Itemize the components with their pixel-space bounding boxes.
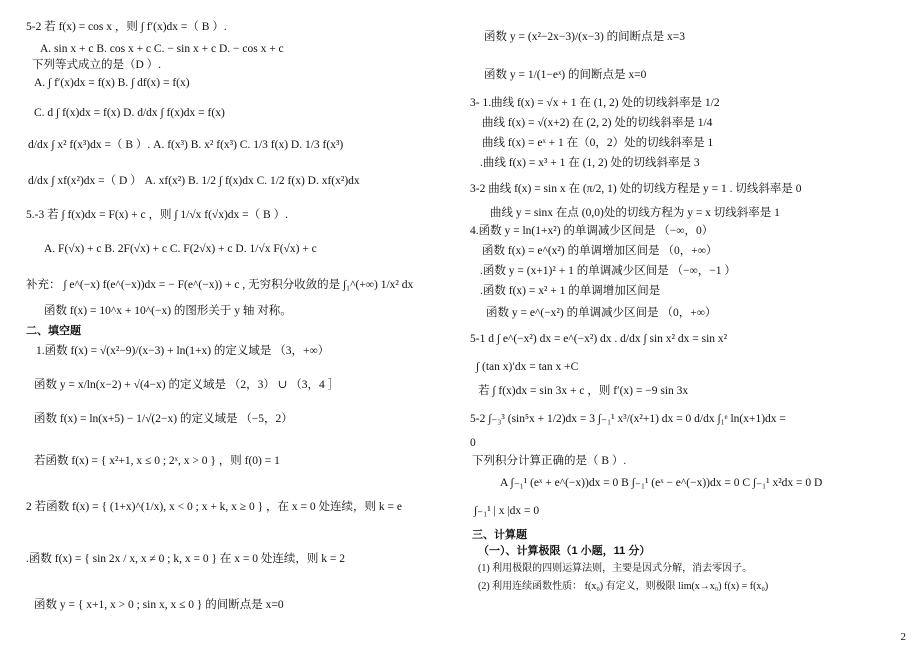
line-r8: 曲线 y = sinx 在点 (0,0)处的切线方程为 y = x 切线斜率是 1 bbox=[490, 207, 780, 219]
line-l5: C. d ∫ f(x)dx = f(x) D. d/dx ∫ f(x)dx = f(x) bbox=[34, 107, 225, 119]
section-calc: 三、计算题 bbox=[472, 529, 527, 541]
section-fill-in: 二、填空题 bbox=[26, 325, 81, 337]
line-l1: 5-2 若 f(x) = cos x ，则 ∫ f′(x)dx =（ B ）. bbox=[26, 21, 227, 33]
note-2: (2) 利用连续函数性质： f(x₀) 有定义，则极限 lim(x→x₀) f(x) = f(x₀) bbox=[478, 581, 769, 592]
line-r11: .函数 y = (x+1)² + 1 的单调减少区间是 （−∞，−1 ） bbox=[480, 265, 736, 277]
line-r10: 函数 f(x) = e^(x²) 的单调增加区间是 （0，+∞） bbox=[482, 245, 718, 257]
line-l4: A. ∫ f′(x)dx = f(x) B. ∫ df(x) = f(x) bbox=[34, 77, 190, 89]
line-r14: 5-1 d ∫ e^(−x²) dx = e^(−x²) dx . d/dx ∫ sin x² dx = sin x² bbox=[470, 333, 728, 345]
line-r16: 若 ∫ f(x)dx = sin 3x + c ，则 f′(x) = −9 sin 3x bbox=[478, 385, 689, 397]
line-r6: .曲线 f(x) = x³ + 1 在 (1, 2) 处的切线斜率是 3 bbox=[480, 157, 700, 169]
line-m2: 函数 y = x/ln(x−2) + √(4−x) 的定义域是 （2，3） ∪ （3，4 ］ bbox=[34, 379, 340, 391]
line-r3: 3- 1.曲线 f(x) = √x + 1 在 (1, 2) 处的切线斜率是 1/2 bbox=[470, 97, 720, 109]
line-l7: d/dx ∫ xf(x²)dx =（ D ） A. xf(x²) B. 1/2 ∫ f(x)dx C. 1/2 f(x) D. xf(x²)dx bbox=[28, 175, 360, 187]
line-r1: 函数 y = (x²−2x−3)/(x−3) 的间断点是 x=3 bbox=[484, 31, 686, 43]
note-1: (1) 利用极限的四则运算法则，主要是因式分解，消去零因子。 bbox=[478, 563, 753, 574]
line-m6: .函数 f(x) = { sin 2x / x, x ≠ 0 ; k, x = 0 } 在 x = 0 处连续，则 k = 2 bbox=[26, 553, 345, 565]
line-r15: ∫ (tan x)′dx = tan x +C bbox=[476, 361, 579, 373]
line-l8: 5.-3 若 ∫ f(x)dx = F(x) + c ，则 ∫ 1/√x f(√x)dx =（ B ）. bbox=[26, 209, 288, 221]
subsection-limit: （一）、计算极限（1 小题，11 分） bbox=[478, 545, 651, 557]
line-r17: 5-2 ∫₋₃³ (sin⁵x + 1/2)dx = 3 ∫₋₁¹ x³/(x²+1) dx = 0 d/dx ∫₁ᵉ ln(x+1)dx = bbox=[470, 413, 786, 425]
line-r2: 函数 y = 1/(1−eˣ) 的间断点是 x=0 bbox=[484, 69, 647, 81]
line-r4: 曲线 f(x) = √(x+2) 在 (2, 2) 处的切线斜率是 1/4 bbox=[482, 117, 713, 129]
line-r19: 下列积分计算正确的是（ B ）. bbox=[472, 455, 627, 467]
line-r7: 3-2 曲线 f(x) = sin x 在 (π/2, 1) 处的切线方程是 y = 1 . 切线斜率是 0 bbox=[470, 183, 802, 195]
line-r5: 曲线 f(x) = eˣ + 1 在（0，2）处的切线斜率是 1 bbox=[482, 137, 714, 149]
line-m7: 函数 y = { x+1, x > 0 ; sin x, x ≤ 0 } 的间断点是 x=0 bbox=[34, 599, 284, 611]
line-l10: 补充： ∫ e^(−x) f(e^(−x))dx = − F(e^(−x)) + c , 无穷积分收敛的是 ∫₁^(+∞) 1/x² dx bbox=[26, 279, 414, 291]
line-m5: 2 若函数 f(x) = { (1+x)^(1/x), x < 0 ; x + k, x ≥ 0 } ，在 x = 0 处连续，则 k = e bbox=[26, 501, 402, 513]
line-l2: A. sin x + c B. cos x + c C. − sin x + c D. − cos x + c bbox=[40, 43, 284, 55]
line-m1: 1.函数 f(x) = √(x²−9)/(x−3) + ln(1+x) 的定义域是 （3，+∞） bbox=[36, 345, 330, 357]
line-l6: d/dx ∫ x² f(x³)dx =（ B ）. A. f(x³) B. x² f(x³) C. 1/3 f(x) D. 1/3 f(x³) bbox=[28, 139, 344, 151]
page-number: 2 bbox=[900, 631, 906, 643]
line-r21: ∫₋₁¹ | x |dx = 0 bbox=[474, 505, 540, 517]
line-l9: A. F(√x) + c B. 2F(√x) + c C. F(2√x) + c D. 1/√x F(√x) + c bbox=[44, 243, 317, 255]
line-r9: 4.函数 y = ln(1+x²) 的单调减少区间是 （−∞，0） bbox=[470, 225, 714, 237]
line-r12: .函数 f(x) = x² + 1 的单调增加区间是 bbox=[480, 285, 661, 297]
line-l11: 函数 f(x) = 10^x + 10^(−x) 的图形关于 y 轴 对称。 bbox=[44, 305, 292, 317]
line-m3: 函数 f(x) = ln(x+5) − 1/√(2−x) 的定义域是 （−5，2） bbox=[34, 413, 293, 425]
line-m4: 若函数 f(x) = { x²+1, x ≤ 0 ; 2ˣ, x > 0 } ，则 f(0) = 1 bbox=[34, 455, 280, 467]
line-r20: A ∫₋₁¹ (eˣ + e^(−x))dx = 0 B ∫₋₁¹ (eˣ − e^(−x))dx = 0 C ∫₋₁¹ x²dx = 0 D bbox=[500, 477, 823, 489]
line-r13: 函数 y = e^(−x²) 的单调减少区间是 （0，+∞） bbox=[486, 307, 717, 319]
line-r18: 0 bbox=[470, 437, 476, 449]
line-l3: 下列等式成立的是（D ）. bbox=[32, 59, 162, 71]
